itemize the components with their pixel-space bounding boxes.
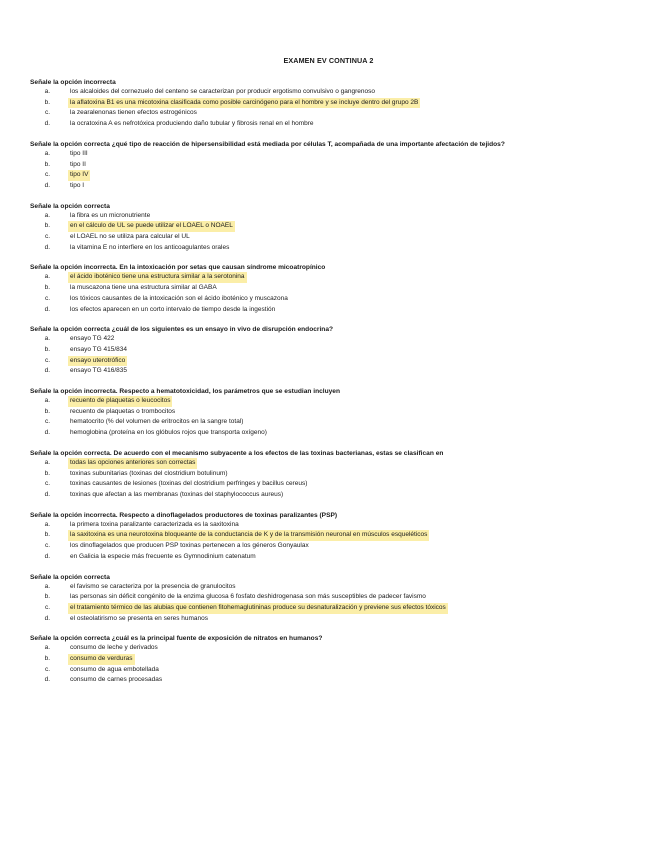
answer-option-highlighted	[30, 654, 627, 665]
option-letter: c.	[44, 665, 50, 673]
option-text: la fibra es un micronutriente	[70, 211, 151, 219]
answer-option	[30, 366, 627, 377]
answer-option-highlighted	[30, 356, 627, 367]
answer-option	[30, 469, 627, 480]
question-block	[30, 511, 627, 563]
answer-option	[30, 232, 627, 243]
option-text: en el cálculo de UL se puede utilizar el LOAEL o NOAEL	[68, 221, 235, 232]
answer-option-highlighted	[30, 530, 627, 541]
question-block	[30, 202, 627, 254]
option-letter: a.	[44, 458, 50, 466]
option-text: la vitamina E no interfiere en los anticoagulantes orales	[70, 243, 230, 251]
answer-option	[30, 334, 627, 345]
option-text: tipo IV	[68, 170, 90, 181]
option-letter: b.	[44, 655, 50, 663]
option-letter: d.	[44, 429, 50, 437]
option-text: la zearalenonas tienen efectos estrogénicos	[70, 109, 197, 117]
answer-option	[30, 283, 627, 294]
option-letter: d.	[44, 120, 50, 128]
option-letter: d.	[44, 614, 50, 622]
option-letter: a.	[44, 397, 50, 405]
option-text: ensayo TG 415/834	[70, 345, 127, 353]
option-letter: a.	[44, 149, 50, 157]
question-text: Señale la opción incorrecta. Respecto a dinoflagelados productores de toxinas paralizantes (PSP)	[30, 511, 338, 519]
option-letter: c.	[44, 109, 50, 117]
answer-option	[30, 211, 627, 222]
option-text: el tratamiento térmico de las alubias que contienen fitohemaglutininas produce su desnaturalización y previene sus efectos tóxicos	[68, 603, 448, 614]
question-block	[30, 325, 627, 377]
answer-option	[30, 552, 627, 563]
option-text: tipo I	[70, 181, 85, 189]
option-letter: d.	[44, 676, 50, 684]
answer-option-highlighted	[30, 272, 627, 283]
document-title: EXAMEN EV CONTINUA 2	[283, 56, 374, 65]
question-text: Señale la opción correcta ¿cuál de los siguientes es un ensayo in vivo de disrupción endocrina?	[30, 326, 334, 334]
option-text: los alcaloides del cornezuelo del centeno se caracterizan por producir ergotismo convulsivo o gangrenoso	[70, 88, 375, 95]
option-letter: b.	[44, 222, 50, 230]
question-list	[30, 78, 627, 686]
answer-option	[30, 305, 627, 316]
option-text: consumo de agua embotellada	[70, 665, 159, 673]
answer-option	[30, 149, 627, 160]
question-block	[30, 634, 627, 686]
option-text: el osteolatirismo se presenta en seres humanos	[70, 614, 209, 622]
option-letter: c.	[44, 171, 50, 179]
answer-option	[30, 665, 627, 676]
option-text: consumo de verduras	[68, 654, 135, 665]
option-text: los tóxicos causantes de la intoxicación son el ácido iboténico y muscazona	[70, 294, 288, 302]
option-text: ensayo TG 416/835	[70, 367, 127, 375]
answer-option-highlighted	[30, 458, 627, 469]
option-letter: d.	[44, 367, 50, 375]
option-text: el favismo se caracteriza por la presencia de granulocitos	[70, 582, 236, 590]
answer-option	[30, 108, 627, 119]
option-text: tipo II	[70, 160, 86, 168]
option-letter: b.	[44, 593, 50, 601]
option-text: recuento de plaquetas o trombocitos	[70, 407, 176, 415]
option-letter: a.	[44, 335, 50, 343]
option-letter: b.	[44, 284, 50, 292]
option-text: en Galicia la especie más frecuente es Gymnodinium catenatum	[70, 552, 256, 560]
answer-option	[30, 181, 627, 192]
question-text: Señale la opción correcta	[30, 573, 110, 581]
question-text: Señale la opción incorrecta	[30, 79, 116, 86]
option-letter: c.	[44, 480, 50, 488]
answer-option	[30, 119, 627, 130]
option-text: ensayo uterotrófico	[68, 356, 127, 367]
option-letter: d.	[44, 305, 50, 313]
option-letter: a.	[44, 211, 50, 219]
option-text: tipo III	[70, 149, 88, 157]
option-letter: d.	[44, 552, 50, 560]
answer-option	[30, 407, 627, 418]
option-text: la muscazona tiene una estructura similar al GABA	[70, 284, 217, 292]
answer-option	[30, 345, 627, 356]
answer-option	[30, 294, 627, 305]
question-block	[30, 449, 627, 501]
option-letter: c.	[44, 356, 50, 364]
option-text: los dinoflagelados que producen PSP toxinas pertenecen a los géneros Gonyaulax	[70, 542, 309, 550]
option-letter: d.	[44, 181, 50, 189]
question-text: Señale la opción correcta ¿cuál es la principal fuente de exposición de nitratos en humanos?	[30, 635, 323, 643]
option-text: la primera toxina paralizante caracterizada es la saxitoxina	[70, 520, 239, 528]
option-text: hematocrito (% del volumen de eritrocitos en la sangre total)	[70, 418, 244, 426]
answer-option-highlighted	[30, 603, 627, 614]
question-text: Señale la opción correcta ¿qué tipo de reacción de hipersensibilidad está mediada por células T, acompañada de una importante afectación de tejidos?	[30, 140, 505, 148]
option-text: recuento de plaquetas o leucocitos	[68, 396, 172, 407]
question-text: Señale la opción incorrecta. Respecto a hematotoxicidad, los parámetros que se estudian incluyen	[30, 388, 340, 396]
question-block	[30, 140, 627, 192]
answer-option-highlighted	[30, 170, 627, 181]
answer-option	[30, 490, 627, 501]
answer-option	[30, 87, 627, 98]
option-letter: a.	[44, 644, 50, 652]
answer-option	[30, 160, 627, 171]
question-block	[30, 387, 627, 439]
option-letter: b.	[44, 407, 50, 415]
answer-option	[30, 243, 627, 254]
option-letter: c.	[44, 603, 50, 611]
question-text: Señale la opción correcta. De acuerdo con el mecanismo subyacente a los efectos de las toxinas bacterianas, estas se clasifican en	[30, 449, 444, 457]
answer-option	[30, 675, 627, 686]
option-letter: b.	[44, 469, 50, 477]
option-letter: c.	[44, 542, 50, 550]
question-block	[30, 78, 627, 130]
option-letter: b.	[44, 160, 50, 168]
answer-option	[30, 614, 627, 625]
question-block	[30, 263, 627, 315]
option-text: la ocratoxina A es nefrotóxica produciendo daño tubular y fibrosis renal en el hombre	[70, 120, 314, 128]
option-text: todas las opciones anteriores son correctas	[68, 458, 197, 469]
option-text: hemoglobina (proteína en los glóbulos rojos que transporta oxígeno)	[70, 429, 267, 437]
option-letter: c.	[44, 418, 50, 426]
option-letter: a.	[44, 88, 50, 95]
answer-option	[30, 428, 627, 439]
option-text: consumo de leche y derivados	[70, 644, 158, 652]
answer-option-highlighted	[30, 396, 627, 407]
option-text: la aflatoxina B1 es una micotoxina clasificada como posible carcinógeno para el hombre y se incluye dentro del grupo 2B	[68, 98, 420, 109]
answer-option	[30, 541, 627, 552]
answer-option	[30, 582, 627, 593]
option-text: el LOAEL no se utiliza para calcular el UL	[70, 233, 190, 241]
option-letter: d.	[44, 243, 50, 251]
option-letter: c.	[44, 294, 50, 302]
answer-option	[30, 417, 627, 428]
option-text: ensayo TG 422	[70, 335, 115, 343]
answer-option	[30, 592, 627, 603]
option-letter: b.	[44, 531, 50, 539]
option-letter: b.	[44, 98, 50, 106]
question-block	[30, 573, 627, 625]
option-letter: c.	[44, 233, 50, 241]
question-text: Señale la opción incorrecta. En la intoxicación por setas que causan síndrome micoatropínico	[30, 264, 326, 272]
option-letter: a.	[44, 520, 50, 528]
answer-option	[30, 520, 627, 531]
option-text: toxinas que afectan a las membranas (toxinas del staphylococcus aureus)	[70, 490, 284, 498]
option-text: las personas sin déficit congénito de la enzima glucosa 6 fosfato deshidrogenasa son más susceptibles de padecer favismo	[70, 593, 426, 601]
question-text: Señale la opción correcta	[30, 202, 110, 210]
option-letter: b.	[44, 345, 50, 353]
answer-option-highlighted	[30, 221, 627, 232]
option-text: los efectos aparecen en un corto intervalo de tiempo desde la ingestión	[70, 305, 276, 313]
option-text: toxinas subunitarias (toxinas del clostridium botulinum)	[70, 469, 228, 477]
option-letter: d.	[44, 490, 50, 498]
option-text: consumo de carnes procesadas	[70, 676, 163, 684]
answer-option	[30, 479, 627, 490]
option-text: la saxitoxina es una neurotoxina bloqueante de la conductancia de K y de la transmisión neuronal en músculos esqueléticos	[68, 530, 429, 541]
option-letter: a.	[44, 273, 50, 281]
option-letter: a.	[44, 582, 50, 590]
option-text: toxinas causantes de lesiones (toxinas del clostridium perfringes y bacillus cereus)	[70, 480, 308, 488]
answer-option-highlighted	[30, 98, 627, 109]
answer-option	[30, 643, 627, 654]
option-text: el ácido iboténico tiene una estructura similar a la serotonina	[68, 272, 247, 283]
